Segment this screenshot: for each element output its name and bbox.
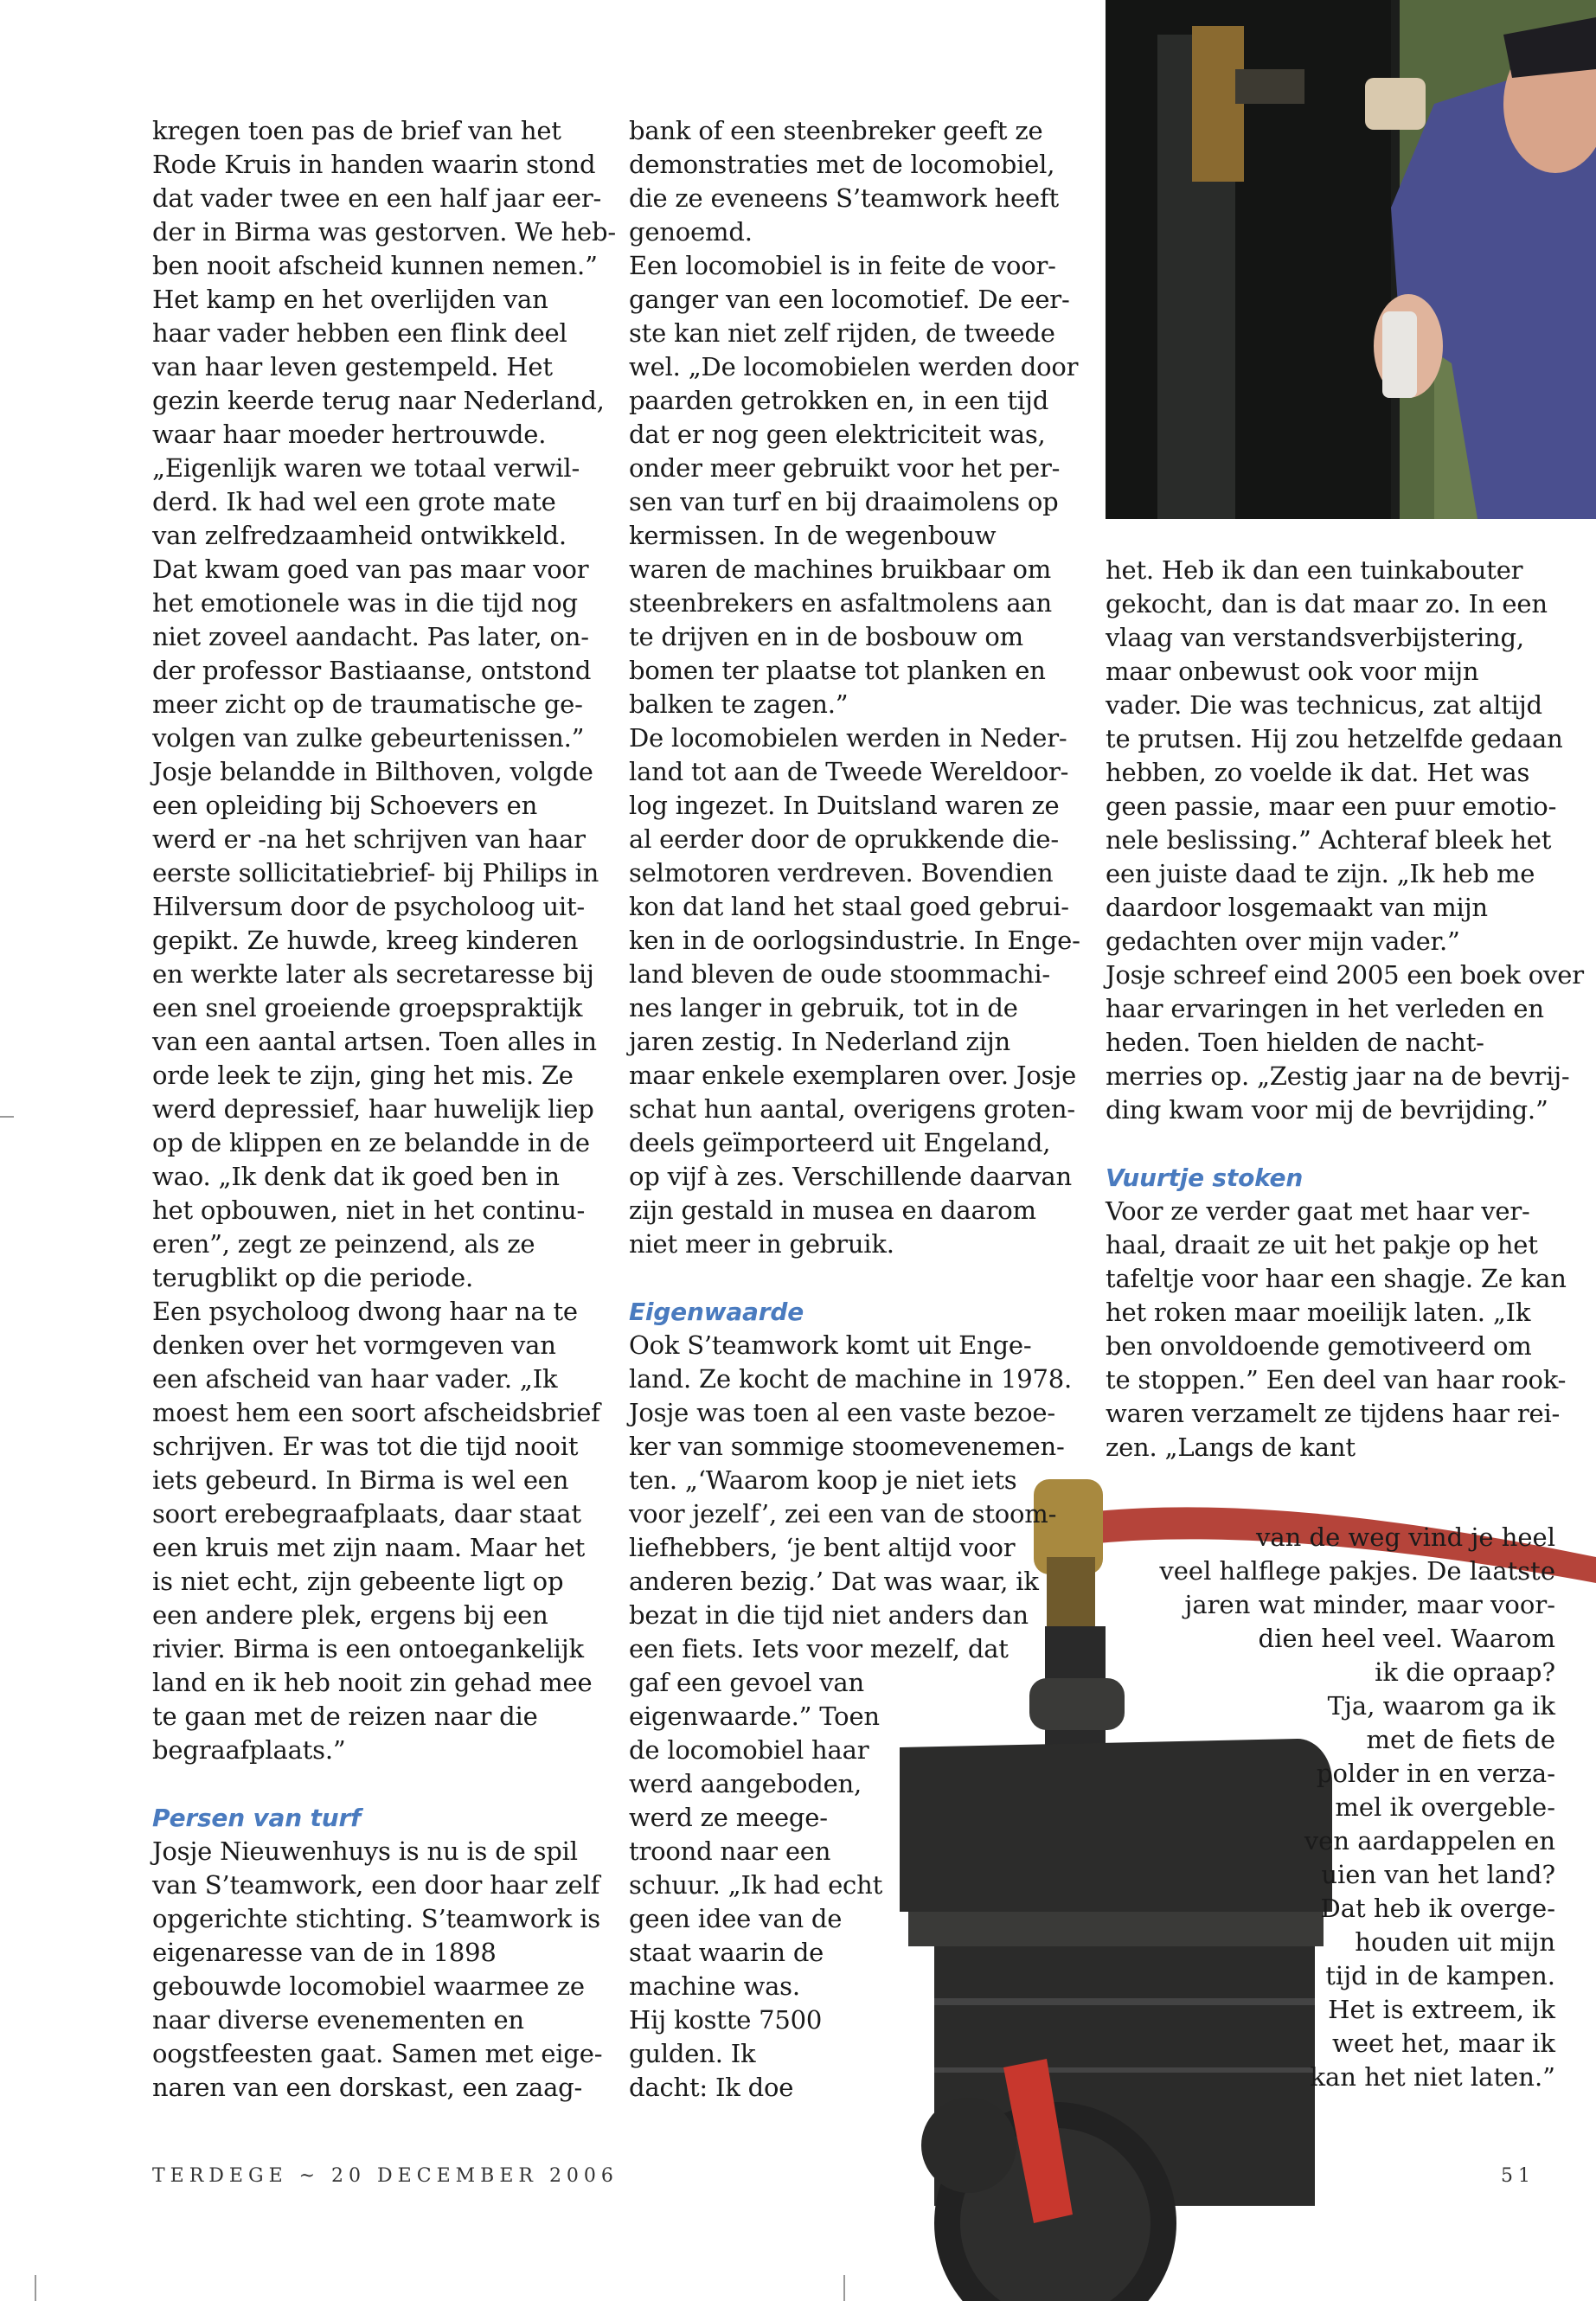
text-line: vader. Die was technicus, zat altijd — [1106, 690, 1542, 720]
column-2-body-2 — [629, 1329, 1072, 2105]
photo-woman-oiling-engine-svg — [1106, 0, 1596, 519]
text-line: Het kamp en het overlijden van — [152, 285, 548, 314]
text-line: opgerichte stichting. S’teamwork is — [152, 1904, 600, 1933]
text-line: paarden getrokken en, in een tijd — [629, 386, 1049, 415]
text-line: op de klippen en ze belandde in de — [152, 1128, 590, 1157]
column-2-body — [629, 114, 1080, 1261]
text-line: vlaag van verstandsverbijstering, — [1106, 623, 1524, 652]
text-line: het opbouwen, niet in het continu- — [152, 1195, 586, 1225]
crop-mark — [35, 2275, 36, 2301]
text-line: een opleiding bij Schoevers en — [152, 791, 538, 820]
text-line: gezin keerde terug naar Nederland, — [152, 386, 605, 415]
text-line: waren verzamelt ze tijdens haar rei- — [1106, 1399, 1561, 1428]
column-1-body — [152, 114, 616, 1767]
text-line: werd aangeboden, — [629, 1769, 862, 1798]
text-line: ken in de oorlogsindustrie. In Enge- — [629, 926, 1080, 955]
text-line: van de weg vind je heel — [1255, 1522, 1555, 1552]
text-line: schat hun aantal, overigens groten- — [629, 1094, 1075, 1124]
text-line: te drijven en in de bosbouw om — [629, 622, 1023, 651]
text-line: deels geïmporteerd uit Engeland, — [629, 1128, 1051, 1157]
text-line: zen. „Langs de kant — [1106, 1433, 1356, 1462]
text-line: bank of een steenbreker geeft ze — [629, 116, 1043, 145]
text-line: een fiets. Iets voor mezelf, dat — [629, 1634, 1009, 1663]
text-line: uien van het land? — [1321, 1860, 1555, 1889]
article-column-3 — [1106, 554, 1584, 1465]
crop-mark — [0, 1116, 14, 1118]
text-line: ben onvoldoende gemotiveerd om — [1106, 1331, 1532, 1361]
article-column-1 — [152, 114, 616, 2105]
text-line: een snel groeiende groepspraktijk — [152, 993, 583, 1022]
subheading-vuurtje-stoken: Vuurtje stoken — [1106, 1163, 1304, 1192]
text-line: van S’teamwork, een door haar zelf — [152, 1870, 600, 1900]
text-line: land en ik heb nooit zin gehad mee — [152, 1668, 593, 1697]
text-line: schrijven. Er was tot die tijd nooit — [152, 1432, 579, 1461]
text-line: dat er nog geen elektriciteit was, — [629, 420, 1046, 449]
text-line: het roken maar moeilijk laten. „Ik — [1106, 1298, 1531, 1327]
text-line: de locomobiel haar — [629, 1735, 869, 1765]
text-line: mel ik overgeble- — [1335, 1792, 1555, 1822]
text-line: nes langer in gebruik, tot in de — [629, 993, 1018, 1022]
text-line: haal, draait ze uit het pakje op het — [1106, 1230, 1538, 1259]
text-line: geen passie, maar een puur emotio- — [1106, 792, 1557, 821]
text-line: Het is extreem, ik — [1328, 1995, 1555, 2024]
text-line: ven aardappelen en — [1304, 1826, 1555, 1856]
text-line: der in Birma was gestorven. We heb- — [152, 217, 616, 247]
text-line: schuur. „Ik had echt — [629, 1870, 883, 1900]
text-line: een juiste daad te zijn. „Ik heb me — [1106, 859, 1535, 888]
text-line: van een aantal artsen. Toen alles in — [152, 1027, 597, 1056]
text-line: Josje schreef eind 2005 een boek over — [1106, 960, 1584, 990]
column-3-body — [1106, 554, 1584, 1127]
text-line: al eerder door de oprukkende die- — [629, 824, 1059, 854]
text-line: soort erebegraafplaats, daar staat — [152, 1499, 581, 1529]
text-line: polder in en verza- — [1316, 1759, 1555, 1788]
text-line: maar enkele exemplaren over. Josje — [629, 1061, 1077, 1090]
text-line: wao. „Ik denk dat ik goed ben in — [152, 1162, 560, 1191]
text-line: steenbrekers en asfaltmolens aan — [629, 588, 1053, 618]
text-line: kregen toen pas de brief van het — [152, 116, 561, 145]
text-line: jaren wat minder, maar voor- — [1184, 1590, 1555, 1619]
text-line: kermissen. In de wegenbouw — [629, 521, 997, 550]
text-line: Ook S’teamwork komt uit Enge- — [629, 1330, 1032, 1360]
text-line: Josje belandde in Bilthoven, volgde — [152, 757, 593, 786]
text-line: merries op. „Zestig jaar na de bevrij- — [1106, 1061, 1570, 1091]
subheading-persen-van-turf: Persen van turf — [152, 1804, 362, 1832]
text-line: houden uit mijn — [1355, 1927, 1555, 1957]
text-line: land. Ze kocht de machine in 1978. — [629, 1364, 1072, 1394]
text-line: log ingezet. In Duitsland waren ze — [629, 791, 1060, 820]
text-line: gekocht, dan is dat maar zo. In een — [1106, 589, 1548, 619]
text-line: een afscheid van haar vader. „Ik — [152, 1364, 558, 1394]
text-line: voor jezelf’, zei een van de stoom- — [629, 1499, 1057, 1529]
text-line: gaf een gevoel van — [629, 1668, 864, 1697]
text-line: eigenaresse van de in 1898 — [152, 1938, 497, 1967]
text-line: land bleven de oude stoommachi- — [629, 959, 1051, 989]
text-line: Een psycholoog dwong haar na te — [152, 1297, 578, 1326]
text-line: genoemd. — [629, 217, 753, 247]
column-1-body-2 — [152, 1835, 603, 2105]
column-3-body-3 — [1106, 1521, 1555, 2094]
text-line: onder meer gebruikt voor het per- — [629, 453, 1061, 483]
text-line: te gaan met de reizen naar die — [152, 1702, 538, 1731]
article-column-2 — [629, 114, 1080, 2105]
text-line: met de fiets de — [1366, 1725, 1555, 1754]
text-line: die ze eveneens S’teamwork heeft — [629, 183, 1059, 213]
text-line: oogstfeesten gaat. Samen met eige- — [152, 2039, 603, 2068]
text-line: eigenwaarde.” Toen — [629, 1702, 880, 1731]
text-line: nele beslissing.” Achteraf bleek het — [1106, 825, 1552, 855]
text-line: kon dat land het staal goed gebrui- — [629, 892, 1069, 921]
text-line: Josje was toen al een vaste bezoe- — [629, 1398, 1055, 1427]
text-line: heden. Toen hielden de nacht- — [1106, 1028, 1484, 1057]
text-line: niet meer in gebruik. — [629, 1229, 894, 1259]
text-line: dien heel veel. Waarom — [1258, 1624, 1555, 1653]
text-line: gulden. Ik — [629, 2039, 756, 2068]
text-line: balken te zagen.” — [629, 689, 849, 719]
text-line: land tot aan de Tweede Wereldoor- — [629, 757, 1069, 786]
text-line: „Eigenlijk waren we totaal verwil- — [152, 453, 580, 483]
text-line: staat waarin de — [629, 1938, 824, 1967]
text-line: een andere plek, ergens bij een — [152, 1600, 548, 1630]
text-line: zijn gestald in musea en daarom — [629, 1195, 1036, 1225]
text-line: jaren zestig. In Nederland zijn — [629, 1027, 1010, 1056]
text-line: dat vader twee en een half jaar eer- — [152, 183, 602, 213]
text-line: een kruis met zijn naam. Maar het — [152, 1533, 586, 1562]
text-line: het. Heb ik dan een tuinkabouter — [1106, 555, 1523, 585]
text-line: Josje Nieuwenhuys is nu is de spil — [152, 1836, 578, 1866]
text-line: Tja, waarom ga ik — [1327, 1691, 1555, 1721]
text-line: dacht: Ik doe — [629, 2073, 794, 2102]
text-line: ding kwam voor mij de bevrijding.” — [1106, 1095, 1548, 1125]
subheading-eigenwaarde: Eigenwaarde — [629, 1298, 804, 1326]
text-line: denken over het vormgeven van — [152, 1330, 556, 1360]
text-line: bomen ter plaatse tot planken en — [629, 656, 1046, 685]
text-line: Een locomobiel is in feite de voor- — [629, 251, 1056, 280]
text-line: Hij kostte 7500 — [629, 2005, 823, 2035]
text-line: hebben, zo voelde ik dat. Het was — [1106, 758, 1530, 787]
text-line: naar diverse evenementen en — [152, 2005, 524, 2035]
text-line: Voor ze verder gaat met haar ver- — [1106, 1196, 1530, 1226]
text-line: Hilversum door de psycholoog uit- — [152, 892, 586, 921]
text-line: Dat heb ik overge- — [1320, 1894, 1555, 1923]
text-line: iets gebeurd. In Birma is wel een — [152, 1465, 569, 1495]
text-line: machine was. — [629, 1971, 800, 2001]
article-column-3-wrapped — [1106, 1521, 1555, 2094]
text-line: Rode Kruis in handen waarin stond — [152, 150, 596, 179]
text-line: maar onbewust ook voor mijn — [1106, 657, 1479, 686]
text-line: troond naar een — [629, 1836, 831, 1866]
text-line: Dat kwam goed van pas maar voor — [152, 554, 589, 584]
text-line: sen van turf en bij draaimolens op — [629, 487, 1059, 516]
text-line: daardoor losgemaakt van mijn — [1106, 893, 1488, 922]
text-line: kan het niet laten.” — [1310, 2062, 1555, 2092]
text-line: ste kan niet zelf rijden, de tweede — [629, 318, 1055, 348]
text-line: orde leek te zijn, ging het mis. Ze — [152, 1061, 574, 1090]
text-line: ik die opraap? — [1375, 1657, 1555, 1687]
page-number: 51 — [1501, 2165, 1535, 2187]
text-line: meer zicht op de traumatische ge- — [152, 689, 583, 719]
text-line: bezat in die tijd niet anders dan — [629, 1600, 1029, 1630]
text-line: is niet echt, zijn gebeente ligt op — [152, 1567, 564, 1596]
text-line: tijd in de kampen. — [1325, 1961, 1555, 1990]
text-line: werd er -na het schrijven van haar — [152, 824, 586, 854]
photo-woman-oiling-engine — [1106, 0, 1596, 519]
footer-publication: TERDEGE ~ 20 DECEMBER 2006 — [152, 2165, 619, 2187]
text-line: te prutsen. Hij zou hetzelfde gedaan — [1106, 724, 1563, 753]
text-line: waren de machines bruikbaar om — [629, 554, 1052, 584]
text-line: ten. „‘Waarom koop je niet iets — [629, 1465, 1017, 1495]
text-line: anderen bezig.’ Dat was waar, ik — [629, 1567, 1039, 1596]
text-line: ker van sommige stoomevenemen- — [629, 1432, 1065, 1461]
text-line: haar vader hebben een flink deel — [152, 318, 567, 348]
text-line: wel. „De locomobielen werden door — [629, 352, 1079, 381]
text-line: ben nooit afscheid kunnen nemen.” — [152, 251, 598, 280]
text-line: rivier. Birma is een ontoegankelijk — [152, 1634, 584, 1663]
text-line: ganger van een locomotief. De eer- — [629, 285, 1070, 314]
text-line: weet het, maar ik — [1332, 2029, 1555, 2058]
text-line: volgen van zulke gebeurtenissen.” — [152, 723, 585, 753]
text-line: geen idee van de — [629, 1904, 843, 1933]
text-line: op vijf à zes. Verschillende daarvan — [629, 1162, 1072, 1191]
text-line: tafeltje voor haar een shagje. Ze kan — [1106, 1264, 1567, 1293]
column-3-body-2 — [1106, 1195, 1567, 1465]
text-line: van haar leven gestempeld. Het — [152, 352, 553, 381]
text-line: waar haar moeder hertrouwde. — [152, 420, 547, 449]
text-line: werd ze meege- — [629, 1803, 828, 1832]
text-line: liefhebbers, ‘je bent altijd voor — [629, 1533, 1016, 1562]
text-line: demonstraties met de locomobiel, — [629, 150, 1055, 179]
text-line: van zelfredzaamheid ontwikkeld. — [152, 521, 567, 550]
text-line: gepikt. Ze huwde, kreeg kinderen — [152, 926, 579, 955]
text-line: het emotionele was in die tijd nog — [152, 588, 578, 618]
text-line: eerste sollicitatiebrief- bij Philips in — [152, 858, 599, 888]
text-line: derd. Ik had wel een grote mate — [152, 487, 556, 516]
text-line: begraafplaats.” — [152, 1735, 346, 1765]
text-line: veel halflege pakjes. De laatste — [1159, 1556, 1555, 1586]
crop-mark — [843, 2275, 845, 2301]
text-line: naren van een dorskast, een zaag- — [152, 2073, 583, 2102]
text-line: werd depressief, haar huwelijk liep — [152, 1094, 594, 1124]
text-line: moest hem een soort afscheidsbrief — [152, 1398, 600, 1427]
text-line: gedachten over mijn vader.” — [1106, 926, 1460, 956]
text-line: der professor Bastiaanse, ontstond — [152, 656, 592, 685]
text-line: gebouwde locomobiel waarmee ze — [152, 1971, 585, 2001]
text-line: haar ervaringen in het verleden en — [1106, 994, 1544, 1023]
text-line: De locomobielen werden in Neder- — [629, 723, 1067, 753]
text-line: selmotoren verdreven. Bovendien — [629, 858, 1054, 888]
text-line: eren”, zegt ze peinzend, als ze — [152, 1229, 535, 1259]
text-line: niet zoveel aandacht. Pas later, on- — [152, 622, 589, 651]
text-line: te stoppen.” Een deel van haar rook- — [1106, 1365, 1567, 1394]
text-line: en werkte later als secretaresse bij — [152, 959, 594, 989]
text-line: terugblikt op die periode. — [152, 1263, 474, 1292]
